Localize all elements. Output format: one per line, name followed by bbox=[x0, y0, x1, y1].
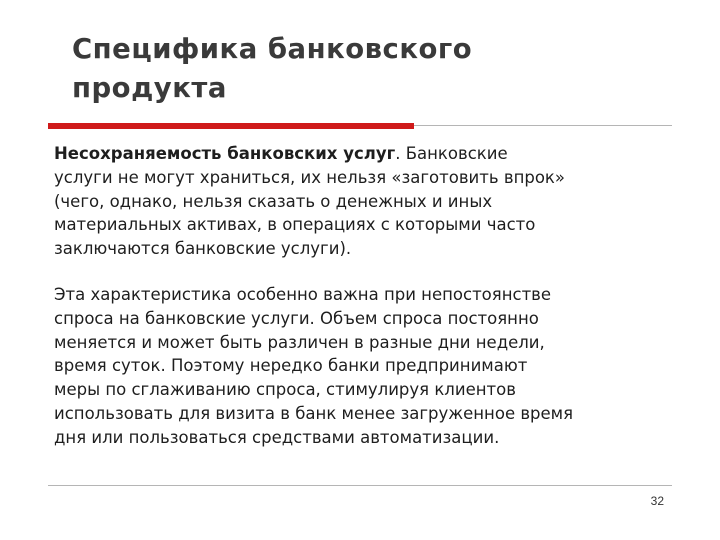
paragraph-line: Эта характеристика особенно важна при непостоянстве bbox=[54, 284, 552, 304]
slide-title-line: Специфика банковского bbox=[72, 33, 473, 65]
paragraph-line bbox=[54, 142, 682, 166]
bold-lead-term: Несохраняемость банковских услуг bbox=[54, 144, 396, 163]
paragraph-line: дня или пользоваться средствами автоматизации. bbox=[54, 427, 500, 447]
paragraph-line: заключаются банковские услуги). bbox=[54, 239, 352, 259]
paragraph-line: время суток. Поэтому нередко банки предпринимают bbox=[54, 356, 528, 376]
paragraph-line: материальных активах, в операциях с которыми часто bbox=[54, 215, 536, 235]
slide-title-line: продукта bbox=[72, 72, 227, 104]
paragraph-line: (чего, однако, нельзя сказать о денежных и иных bbox=[54, 191, 493, 211]
paragraph-line-text: . Банковские bbox=[395, 144, 508, 163]
title-accent-bar bbox=[48, 123, 414, 129]
paragraph-line: услуги не могут храниться, их нельзя «заготовить впрок» bbox=[54, 167, 565, 187]
paragraph-perishability bbox=[52, 142, 682, 261]
paragraph-demand bbox=[52, 283, 682, 450]
slide-body bbox=[52, 142, 682, 450]
footer-divider-line bbox=[48, 485, 672, 486]
slide-title bbox=[72, 30, 672, 108]
paragraph-line: использовать для визита в банк менее загруженное время bbox=[54, 403, 574, 423]
page-number: 32 bbox=[650, 494, 664, 508]
paragraph-line: меры по сглаживанию спроса, стимулируя клиентов bbox=[54, 380, 516, 400]
paragraph-line: меняется и может быть различен в разные дни недели, bbox=[54, 332, 545, 352]
paragraph-line: спроса на банковские услуги. Объем спроса постоянно bbox=[54, 308, 539, 328]
